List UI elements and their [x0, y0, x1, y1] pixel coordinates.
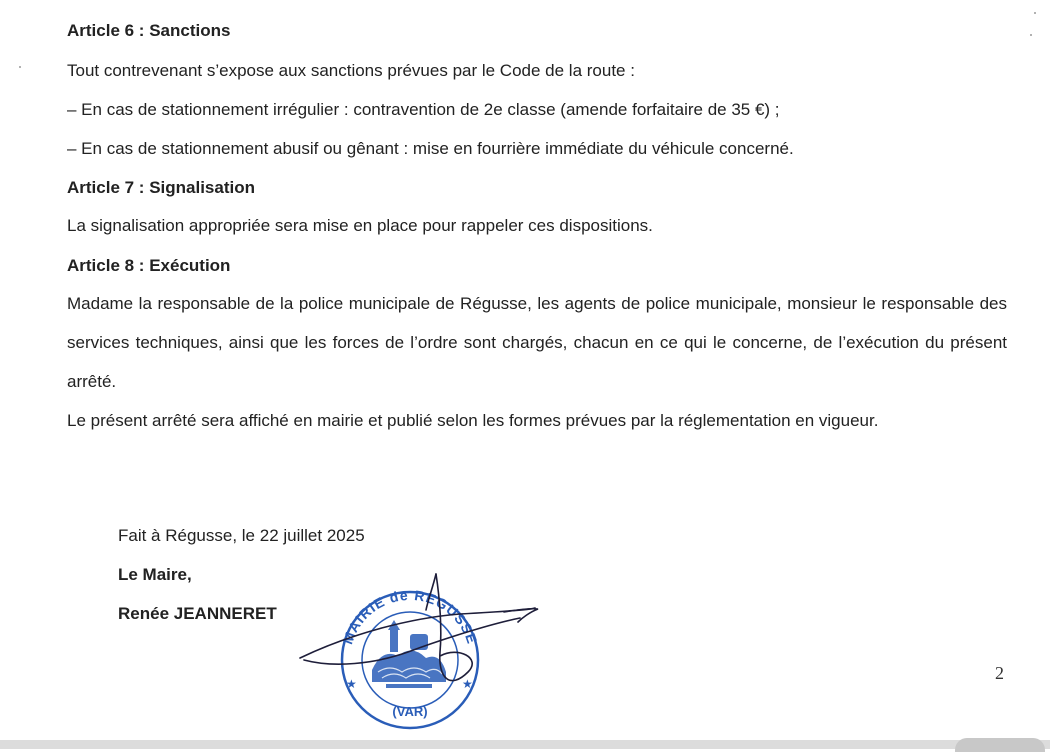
official-stamp: [290, 560, 550, 740]
scan-speck: [1034, 12, 1036, 14]
stamp-ring-text: MAIRIE de REGUSSE: [339, 586, 481, 647]
cutoff-text-line: [66, 0, 966, 2]
page-bottom-edge: [0, 740, 1050, 749]
page-number: 2: [995, 663, 1004, 683]
article-8-heading: Article 8 : Exécution: [67, 256, 231, 275]
signatory-name: Renée JEANNERET: [118, 604, 277, 623]
article-7-heading: Article 7 : Signalisation: [67, 178, 255, 197]
article-8-paragraph-1: Madame la responsable de la police municipale de Régusse, les agents de police municipale, monsieur le responsable des services techniques, ainsi que les forces de l’ordre sont chargés, chacun en ce qui le concerne, de l’exécution du présent arrêté.: [67, 294, 1007, 391]
stamp-star-icon: ★: [462, 677, 473, 691]
article-8-paragraph-2: Le présent arrêté sera affiché en mairie et publié selon les formes prévues par la réglementation en vigueur.: [67, 411, 879, 430]
article-6-intro: Tout contrevenant s’expose aux sanctions prévues par le Code de la route :: [67, 61, 635, 80]
stamp-star-icon: ★: [346, 677, 357, 691]
scan-speck: [19, 66, 21, 68]
article-7-text: La signalisation appropriée sera mise en place pour rappeler ces dispositions.: [67, 216, 653, 235]
corner-shadow: [955, 738, 1045, 752]
article-6-item-1: – En cas de stationnement irrégulier : contravention de 2e classe (amende forfaitaire de 35 €) ;: [67, 100, 780, 119]
stamp-svg: [290, 560, 550, 740]
place-and-date: Fait à Régusse, le 22 juillet 2025: [118, 526, 365, 545]
article-6-heading: Article 6 : Sanctions: [67, 21, 231, 40]
stamp-region: (VAR): [392, 704, 428, 719]
article-6-item-2: – En cas de stationnement abusif ou gênant : mise en fourrière immédiate du véhicule concerné.: [67, 139, 794, 158]
scan-speck: [1030, 34, 1032, 36]
signatory-role: Le Maire,: [118, 565, 192, 584]
